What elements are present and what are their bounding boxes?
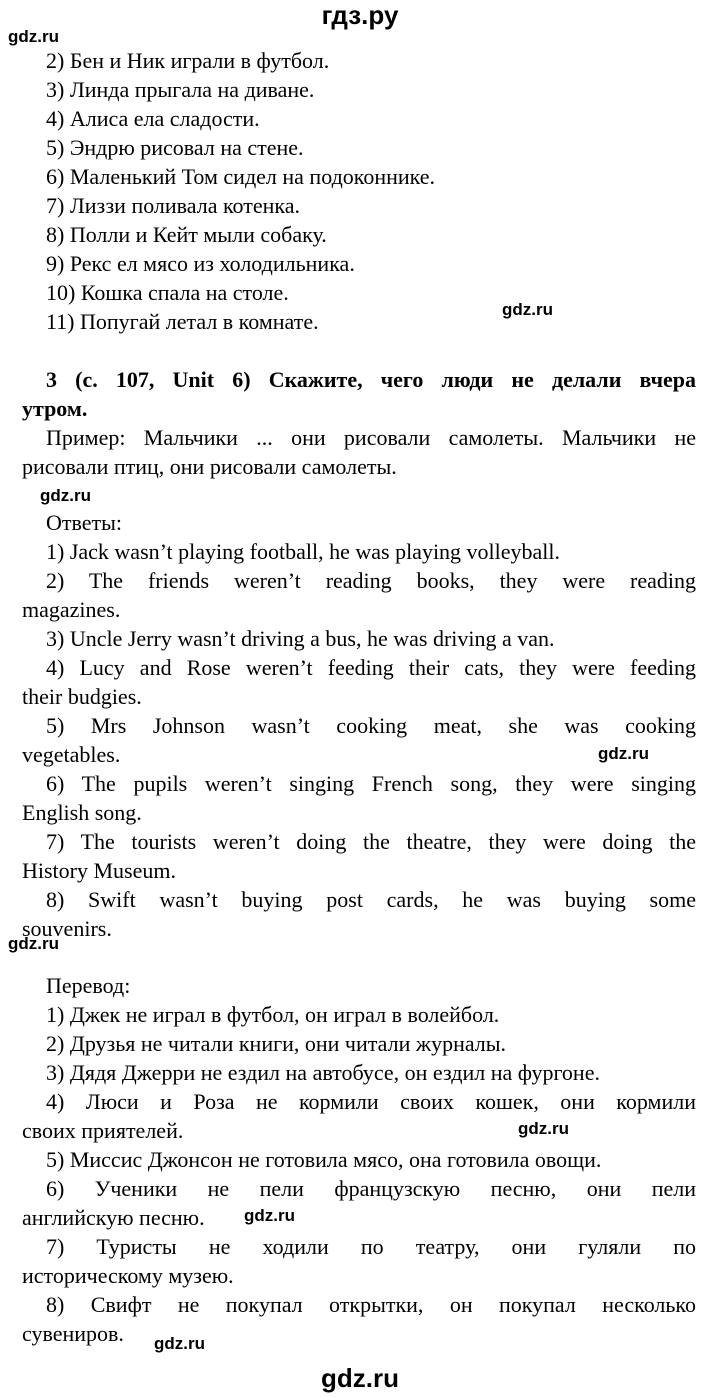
list-item: 11) Попугай летал в комнате.: [46, 309, 319, 334]
list-item: 9) Рекс ел мясо из холодильника.: [46, 251, 355, 276]
answer-item-cont: History Museum.: [22, 858, 176, 883]
list-item: 8) Полли и Кейт мыли собаку.: [46, 222, 327, 247]
translation-item: 6) Ученики не пели французскую песню, они пели: [46, 1176, 696, 1201]
answer-item-cont: English song.: [22, 800, 142, 825]
list-item: 7) Лиззи поливала котенка.: [46, 193, 301, 218]
translation-item-cont: английскую песню.: [22, 1205, 205, 1230]
answer-item: 1) Jack wasn’t playing football, he was playing volleyball.: [46, 539, 561, 564]
answer-item: 6) The pupils weren’t singing French song, they were singing: [46, 771, 696, 796]
translation-item: 2) Друзья не читали книги, они читали журналы.: [46, 1031, 507, 1056]
list-item: 4) Алиса ела сладости.: [46, 106, 260, 131]
answer-item: 2) The friends weren’t reading books, they were reading: [46, 568, 696, 593]
watermark: gdz.ru: [502, 300, 553, 319]
watermark: gdz.ru: [518, 1119, 569, 1138]
list-item: 10) Кошка спала на столе.: [46, 280, 289, 305]
answer-item-cont: their budgies.: [22, 684, 142, 709]
answer-item-cont: magazines.: [22, 597, 121, 622]
translation-item-cont: историческому музею.: [22, 1263, 234, 1288]
translation-label: Перевод:: [46, 973, 131, 998]
translation-item: 8) Свифт не покупал открытки, он покупал несколько: [46, 1292, 696, 1317]
site-footer[interactable]: gdz.ru: [321, 1363, 399, 1393]
task-example-cont: рисовали птиц, они рисовали самолеты.: [22, 454, 397, 479]
translation-item: 3) Дядя Джерри не ездил на автобусе, он ездил на фургоне.: [46, 1060, 600, 1085]
list-item: 2) Бен и Ник играли в футбол.: [46, 48, 330, 73]
answer-item: 8) Swift wasn’t buying post cards, he was buying some: [46, 887, 696, 912]
list-item: 3) Линда прыгала на диване.: [46, 77, 315, 102]
site-header[interactable]: гдз.ру: [321, 0, 399, 30]
translation-item: 1) Джек не играл в футбол, он играл в волейбол.: [46, 1002, 500, 1027]
list-item: 6) Маленький Том сидел на подоконнике.: [46, 164, 436, 189]
task-example: Пример: Мальчики ... они рисовали самолеты. Мальчики не: [46, 425, 696, 450]
list-item: 5) Эндрю рисовал на стене.: [46, 135, 304, 160]
watermark: gdz.ru: [154, 1334, 205, 1353]
task-title-cont: утром.: [22, 396, 88, 421]
answer-item: 4) Lucy and Rose weren’t feeding their cats, they were feeding: [46, 655, 696, 680]
translation-item-cont: своих приятелей.: [22, 1118, 184, 1143]
watermark: gdz.ru: [244, 1206, 295, 1225]
answer-item-cont: vegetables.: [22, 742, 121, 767]
translation-item-cont: сувениров.: [22, 1321, 124, 1346]
answer-item: 5) Mrs Johnson wasn’t cooking meat, she was cooking: [46, 713, 696, 738]
answers-label: Ответы:: [46, 510, 123, 535]
translation-item: 4) Люси и Роза не кормили своих кошек, они кормили: [46, 1089, 696, 1114]
watermark: gdz.ru: [8, 934, 59, 953]
watermark: gdz.ru: [40, 486, 91, 505]
answer-item: 7) The tourists weren’t doing the theatre, they were doing the: [46, 829, 696, 854]
answer-item-cont: souvenirs.: [22, 916, 112, 941]
translation-item: 7) Туристы не ходили по театру, они гуляли по: [46, 1234, 696, 1259]
answer-item: 3) Uncle Jerry wasn’t driving a bus, he was driving a van.: [46, 626, 555, 651]
task-title: 3 (с. 107, Unit 6) Скажите, чего люди не делали вчера: [46, 367, 696, 392]
watermark: gdz.ru: [8, 27, 59, 46]
watermark: gdz.ru: [598, 744, 649, 763]
translation-item: 5) Миссис Джонсон не готовила мясо, она готовила овощи.: [46, 1147, 602, 1172]
